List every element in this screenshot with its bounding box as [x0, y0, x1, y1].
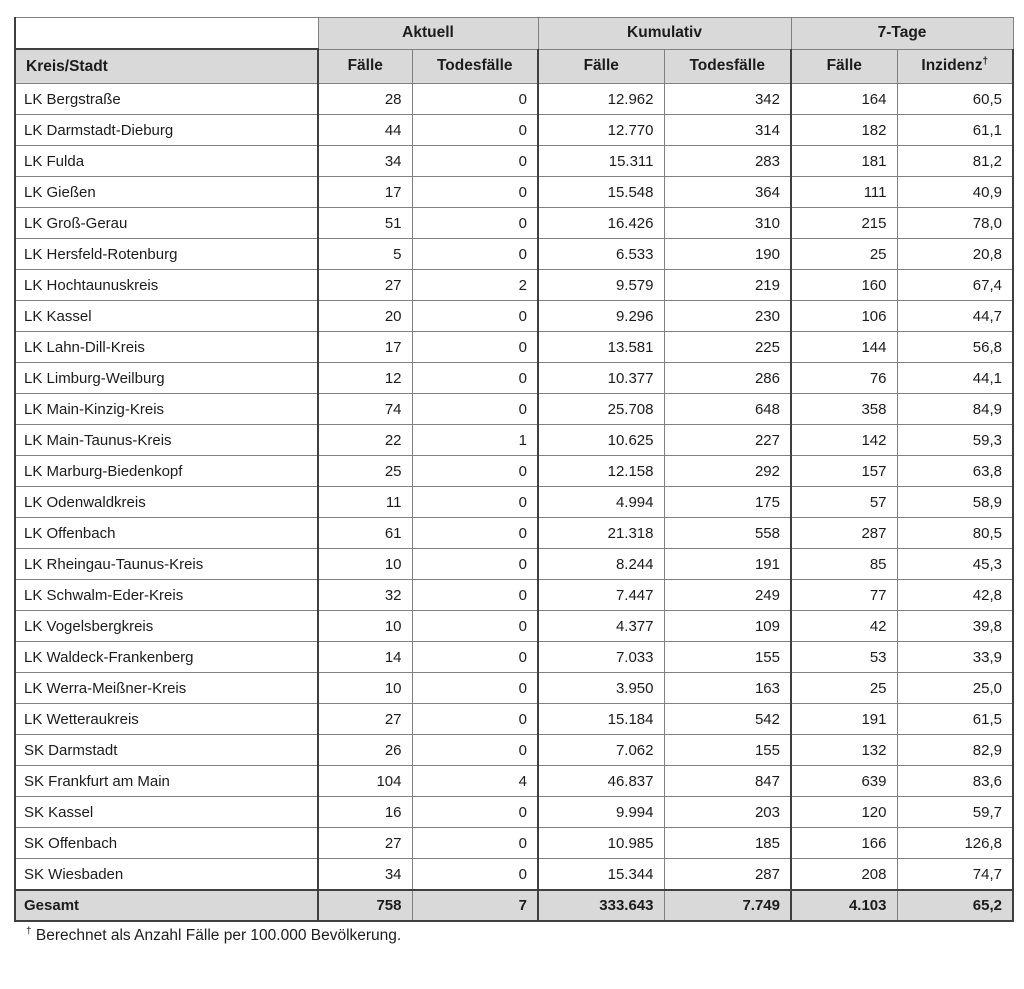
aktuell-faelle-cell: 44 — [318, 115, 412, 146]
table-row — [15, 270, 1013, 301]
aktuell-faelle-cell: 16 — [318, 797, 412, 828]
aktuell-faelle-cell: 10 — [318, 673, 412, 704]
7-tage-faelle-cell: 208 — [791, 859, 897, 891]
inzidenz-label: Inzidenz — [921, 57, 983, 75]
column-header-aktuell-todesfaelle: Todesfälle — [412, 49, 538, 84]
dagger-icon: † — [26, 925, 32, 937]
aktuell-faelle-cell: 34 — [318, 146, 412, 177]
7-tage-faelle-cell: 25 — [791, 673, 897, 704]
district-name-cell: LK Darmstadt-Dieburg — [15, 115, 318, 146]
aktuell-faelle-cell: 14 — [318, 642, 412, 673]
district-name-cell: LK Schwalm-Eder-Kreis — [15, 580, 318, 611]
kumulativ-faelle-cell: 21.318 — [538, 518, 664, 549]
kumulativ-faelle-cell: 12.158 — [538, 456, 664, 487]
aktuell-faelle-cell: 32 — [318, 580, 412, 611]
aktuell-todesfaelle-cell: 4 — [412, 766, 538, 797]
aktuell-todesfaelle-cell: 0 — [412, 673, 538, 704]
kumulativ-todesfaelle-cell: 342 — [664, 84, 791, 115]
footnote — [26, 927, 1024, 945]
aktuell-faelle-cell: 20 — [318, 301, 412, 332]
kumulativ-todesfaelle-cell: 225 — [664, 332, 791, 363]
aktuell-faelle-cell: 74 — [318, 394, 412, 425]
aktuell-todesfaelle-cell: 0 — [412, 456, 538, 487]
kumulativ-faelle-cell: 3.950 — [538, 673, 664, 704]
7-tage-faelle-cell: 132 — [791, 735, 897, 766]
aktuell-faelle-cell: 27 — [318, 828, 412, 859]
table-row — [15, 549, 1013, 580]
inzidenz-cell: 59,3 — [897, 425, 1013, 456]
district-name-cell: LK Werra-Meißner-Kreis — [15, 673, 318, 704]
7-tage-faelle-cell: 164 — [791, 84, 897, 115]
header-corner-spacer — [15, 18, 318, 50]
kumulativ-todesfaelle-cell: 283 — [664, 146, 791, 177]
kumulativ-todesfaelle-cell: 847 — [664, 766, 791, 797]
inzidenz-cell: 42,8 — [897, 580, 1013, 611]
district-name-cell: SK Darmstadt — [15, 735, 318, 766]
table-row — [15, 332, 1013, 363]
table-body — [15, 84, 1013, 891]
aktuell-faelle-cell: 10 — [318, 549, 412, 580]
kumulativ-todesfaelle-cell: 558 — [664, 518, 791, 549]
group-header-kumulativ: Kumulativ — [538, 18, 791, 50]
table-row — [15, 828, 1013, 859]
table-row — [15, 859, 1013, 891]
7-tage-faelle-cell: 57 — [791, 487, 897, 518]
kumulativ-todesfaelle-cell: 542 — [664, 704, 791, 735]
aktuell-todesfaelle-cell: 0 — [412, 859, 538, 891]
aktuell-faelle-cell: 51 — [318, 208, 412, 239]
district-name-cell: LK Hersfeld-Rotenburg — [15, 239, 318, 270]
kumulativ-faelle-cell: 15.344 — [538, 859, 664, 891]
district-name-cell: LK Groß-Gerau — [15, 208, 318, 239]
aktuell-todesfaelle-cell: 0 — [412, 828, 538, 859]
inzidenz-cell: 33,9 — [897, 642, 1013, 673]
table-row — [15, 301, 1013, 332]
inzidenz-cell: 20,8 — [897, 239, 1013, 270]
kumulativ-faelle-cell: 10.377 — [538, 363, 664, 394]
aktuell-faelle-cell: 17 — [318, 332, 412, 363]
inzidenz-cell: 56,8 — [897, 332, 1013, 363]
kumulativ-todesfaelle-cell: 109 — [664, 611, 791, 642]
aktuell-faelle-cell: 10 — [318, 611, 412, 642]
7-tage-faelle-cell: 358 — [791, 394, 897, 425]
district-name-cell: SK Offenbach — [15, 828, 318, 859]
aktuell-faelle-cell: 26 — [318, 735, 412, 766]
7-tage-faelle-cell: 120 — [791, 797, 897, 828]
7-tage-faelle-cell: 142 — [791, 425, 897, 456]
7-tage-faelle-cell: 287 — [791, 518, 897, 549]
kumulativ-faelle-cell: 7.062 — [538, 735, 664, 766]
district-name-cell: LK Lahn-Dill-Kreis — [15, 332, 318, 363]
kumulativ-faelle-cell: 12.770 — [538, 115, 664, 146]
7-tage-faelle-cell: 106 — [791, 301, 897, 332]
kumulativ-faelle-cell: 25.708 — [538, 394, 664, 425]
aktuell-faelle-cell: 27 — [318, 704, 412, 735]
aktuell-faelle-cell: 28 — [318, 84, 412, 115]
aktuell-todesfaelle-cell: 0 — [412, 332, 538, 363]
aktuell-todesfaelle-cell: 0 — [412, 797, 538, 828]
group-header-7-tage: 7-Tage — [791, 18, 1013, 50]
aktuell-faelle-cell: 22 — [318, 425, 412, 456]
kumulativ-faelle-cell: 13.581 — [538, 332, 664, 363]
kumulativ-todesfaelle-cell: 230 — [664, 301, 791, 332]
total-aktuell-faelle: 758 — [318, 890, 412, 921]
kumulativ-faelle-cell: 4.994 — [538, 487, 664, 518]
7-tage-faelle-cell: 77 — [791, 580, 897, 611]
table-row — [15, 239, 1013, 270]
aktuell-todesfaelle-cell: 0 — [412, 208, 538, 239]
aktuell-todesfaelle-cell: 0 — [412, 394, 538, 425]
kumulativ-todesfaelle-cell: 227 — [664, 425, 791, 456]
aktuell-todesfaelle-cell: 0 — [412, 549, 538, 580]
aktuell-todesfaelle-cell: 0 — [412, 301, 538, 332]
kumulativ-faelle-cell: 4.377 — [538, 611, 664, 642]
column-header-inzidenz — [897, 49, 1013, 84]
table-row — [15, 673, 1013, 704]
aktuell-faelle-cell: 61 — [318, 518, 412, 549]
kumulativ-faelle-cell: 7.033 — [538, 642, 664, 673]
inzidenz-cell: 126,8 — [897, 828, 1013, 859]
kumulativ-faelle-cell: 16.426 — [538, 208, 664, 239]
aktuell-todesfaelle-cell: 0 — [412, 518, 538, 549]
kumulativ-todesfaelle-cell: 163 — [664, 673, 791, 704]
table-row — [15, 84, 1013, 115]
column-header-kumulativ-faelle: Fälle — [538, 49, 664, 84]
kumulativ-faelle-cell: 9.296 — [538, 301, 664, 332]
covid-statistics-table — [14, 17, 1014, 922]
7-tage-faelle-cell: 160 — [791, 270, 897, 301]
table-row — [15, 115, 1013, 146]
district-name-cell: LK Main-Kinzig-Kreis — [15, 394, 318, 425]
table-row — [15, 456, 1013, 487]
kumulativ-todesfaelle-cell: 191 — [664, 549, 791, 580]
kumulativ-todesfaelle-cell: 203 — [664, 797, 791, 828]
7-tage-faelle-cell: 182 — [791, 115, 897, 146]
aktuell-todesfaelle-cell: 0 — [412, 146, 538, 177]
inzidenz-cell: 61,5 — [897, 704, 1013, 735]
kumulativ-faelle-cell: 9.994 — [538, 797, 664, 828]
inzidenz-cell: 44,1 — [897, 363, 1013, 394]
aktuell-todesfaelle-cell: 2 — [412, 270, 538, 301]
table-row — [15, 766, 1013, 797]
total-kumulativ-todesfaelle: 7.749 — [664, 890, 791, 921]
table-row — [15, 363, 1013, 394]
kumulativ-faelle-cell: 7.447 — [538, 580, 664, 611]
inzidenz-cell: 59,7 — [897, 797, 1013, 828]
aktuell-faelle-cell: 17 — [318, 177, 412, 208]
kumulativ-faelle-cell: 8.244 — [538, 549, 664, 580]
table-row — [15, 177, 1013, 208]
district-name-cell: LK Offenbach — [15, 518, 318, 549]
aktuell-todesfaelle-cell: 0 — [412, 642, 538, 673]
inzidenz-cell: 78,0 — [897, 208, 1013, 239]
aktuell-todesfaelle-cell: 0 — [412, 611, 538, 642]
report-page — [0, 17, 1024, 989]
kumulativ-todesfaelle-cell: 249 — [664, 580, 791, 611]
kumulativ-faelle-cell: 6.533 — [538, 239, 664, 270]
table-row — [15, 704, 1013, 735]
kumulativ-todesfaelle-cell: 648 — [664, 394, 791, 425]
7-tage-faelle-cell: 166 — [791, 828, 897, 859]
kumulativ-faelle-cell: 9.579 — [538, 270, 664, 301]
district-name-cell: LK Main-Taunus-Kreis — [15, 425, 318, 456]
district-name-cell: LK Kassel — [15, 301, 318, 332]
district-name-cell: SK Frankfurt am Main — [15, 766, 318, 797]
column-header-aktuell-faelle: Fälle — [318, 49, 412, 84]
column-header-kumulativ-todesfaelle: Todesfälle — [664, 49, 791, 84]
kumulativ-faelle-cell: 10.625 — [538, 425, 664, 456]
table-row — [15, 425, 1013, 456]
total-label: Gesamt — [15, 890, 318, 921]
7-tage-faelle-cell: 191 — [791, 704, 897, 735]
aktuell-faelle-cell: 5 — [318, 239, 412, 270]
table-row — [15, 518, 1013, 549]
aktuell-todesfaelle-cell: 0 — [412, 704, 538, 735]
kumulativ-todesfaelle-cell: 287 — [664, 859, 791, 891]
district-name-cell: SK Kassel — [15, 797, 318, 828]
7-tage-faelle-cell: 215 — [791, 208, 897, 239]
7-tage-faelle-cell: 42 — [791, 611, 897, 642]
kumulativ-todesfaelle-cell: 292 — [664, 456, 791, 487]
aktuell-faelle-cell: 104 — [318, 766, 412, 797]
table-row — [15, 146, 1013, 177]
7-tage-faelle-cell: 25 — [791, 239, 897, 270]
kumulativ-faelle-cell: 15.548 — [538, 177, 664, 208]
kumulativ-todesfaelle-cell: 185 — [664, 828, 791, 859]
footnote-text: Berechnet als Anzahl Fälle per 100.000 Bevölkerung. — [35, 927, 402, 944]
7-tage-faelle-cell: 157 — [791, 456, 897, 487]
inzidenz-cell: 82,9 — [897, 735, 1013, 766]
district-name-cell: LK Limburg-Weilburg — [15, 363, 318, 394]
inzidenz-cell: 58,9 — [897, 487, 1013, 518]
table-row — [15, 611, 1013, 642]
inzidenz-cell: 44,7 — [897, 301, 1013, 332]
table-row — [15, 208, 1013, 239]
inzidenz-cell: 60,5 — [897, 84, 1013, 115]
inzidenz-cell: 25,0 — [897, 673, 1013, 704]
total-inzidenz: 65,2 — [897, 890, 1013, 921]
total-7-tage-faelle: 4.103 — [791, 890, 897, 921]
kumulativ-faelle-cell: 15.184 — [538, 704, 664, 735]
kumulativ-faelle-cell: 46.837 — [538, 766, 664, 797]
table-row — [15, 735, 1013, 766]
district-name-cell: LK Odenwaldkreis — [15, 487, 318, 518]
inzidenz-cell: 63,8 — [897, 456, 1013, 487]
district-name-cell: LK Wetteraukreis — [15, 704, 318, 735]
7-tage-faelle-cell: 111 — [791, 177, 897, 208]
inzidenz-cell: 80,5 — [897, 518, 1013, 549]
district-name-cell: LK Vogelsbergkreis — [15, 611, 318, 642]
total-row — [15, 890, 1013, 921]
district-name-cell: LK Fulda — [15, 146, 318, 177]
7-tage-faelle-cell: 53 — [791, 642, 897, 673]
kumulativ-todesfaelle-cell: 314 — [664, 115, 791, 146]
inzidenz-cell: 61,1 — [897, 115, 1013, 146]
inzidenz-cell: 45,3 — [897, 549, 1013, 580]
aktuell-todesfaelle-cell: 1 — [412, 425, 538, 456]
district-name-cell: LK Rheingau-Taunus-Kreis — [15, 549, 318, 580]
kumulativ-todesfaelle-cell: 310 — [664, 208, 791, 239]
total-kumulativ-faelle: 333.643 — [538, 890, 664, 921]
dagger-icon: † — [982, 56, 989, 68]
kumulativ-faelle-cell: 15.311 — [538, 146, 664, 177]
total-aktuell-todesfaelle: 7 — [412, 890, 538, 921]
7-tage-faelle-cell: 85 — [791, 549, 897, 580]
inzidenz-cell: 84,9 — [897, 394, 1013, 425]
aktuell-faelle-cell: 27 — [318, 270, 412, 301]
aktuell-todesfaelle-cell: 0 — [412, 84, 538, 115]
7-tage-faelle-cell: 76 — [791, 363, 897, 394]
aktuell-todesfaelle-cell: 0 — [412, 115, 538, 146]
district-name-cell: LK Gießen — [15, 177, 318, 208]
aktuell-faelle-cell: 11 — [318, 487, 412, 518]
kumulativ-faelle-cell: 10.985 — [538, 828, 664, 859]
kumulativ-todesfaelle-cell: 175 — [664, 487, 791, 518]
aktuell-todesfaelle-cell: 0 — [412, 363, 538, 394]
table-row — [15, 487, 1013, 518]
kumulativ-faelle-cell: 12.962 — [538, 84, 664, 115]
aktuell-faelle-cell: 12 — [318, 363, 412, 394]
table-row — [15, 797, 1013, 828]
kumulativ-todesfaelle-cell: 190 — [664, 239, 791, 270]
aktuell-todesfaelle-cell: 0 — [412, 735, 538, 766]
district-name-cell: LK Waldeck-Frankenberg — [15, 642, 318, 673]
inzidenz-cell: 74,7 — [897, 859, 1013, 891]
kumulativ-todesfaelle-cell: 364 — [664, 177, 791, 208]
table-row — [15, 642, 1013, 673]
column-header-row — [15, 49, 1013, 84]
district-name-cell: SK Wiesbaden — [15, 859, 318, 891]
aktuell-faelle-cell: 34 — [318, 859, 412, 891]
kumulativ-todesfaelle-cell: 155 — [664, 642, 791, 673]
inzidenz-cell: 39,8 — [897, 611, 1013, 642]
inzidenz-cell: 81,2 — [897, 146, 1013, 177]
aktuell-todesfaelle-cell: 0 — [412, 487, 538, 518]
7-tage-faelle-cell: 181 — [791, 146, 897, 177]
7-tage-faelle-cell: 144 — [791, 332, 897, 363]
kumulativ-todesfaelle-cell: 155 — [664, 735, 791, 766]
aktuell-todesfaelle-cell: 0 — [412, 239, 538, 270]
inzidenz-cell: 83,6 — [897, 766, 1013, 797]
kumulativ-todesfaelle-cell: 286 — [664, 363, 791, 394]
aktuell-todesfaelle-cell: 0 — [412, 177, 538, 208]
column-header-7-tage-faelle: Fälle — [791, 49, 897, 84]
kumulativ-todesfaelle-cell: 219 — [664, 270, 791, 301]
column-header-kreis-stadt: Kreis/Stadt — [15, 49, 318, 84]
aktuell-todesfaelle-cell: 0 — [412, 580, 538, 611]
inzidenz-cell: 67,4 — [897, 270, 1013, 301]
table-row — [15, 580, 1013, 611]
district-name-cell: LK Hochtaunuskreis — [15, 270, 318, 301]
inzidenz-cell: 40,9 — [897, 177, 1013, 208]
group-header-row — [15, 18, 1013, 50]
table-row — [15, 394, 1013, 425]
7-tage-faelle-cell: 639 — [791, 766, 897, 797]
district-name-cell: LK Bergstraße — [15, 84, 318, 115]
aktuell-faelle-cell: 25 — [318, 456, 412, 487]
group-header-aktuell: Aktuell — [318, 18, 538, 50]
district-name-cell: LK Marburg-Biedenkopf — [15, 456, 318, 487]
